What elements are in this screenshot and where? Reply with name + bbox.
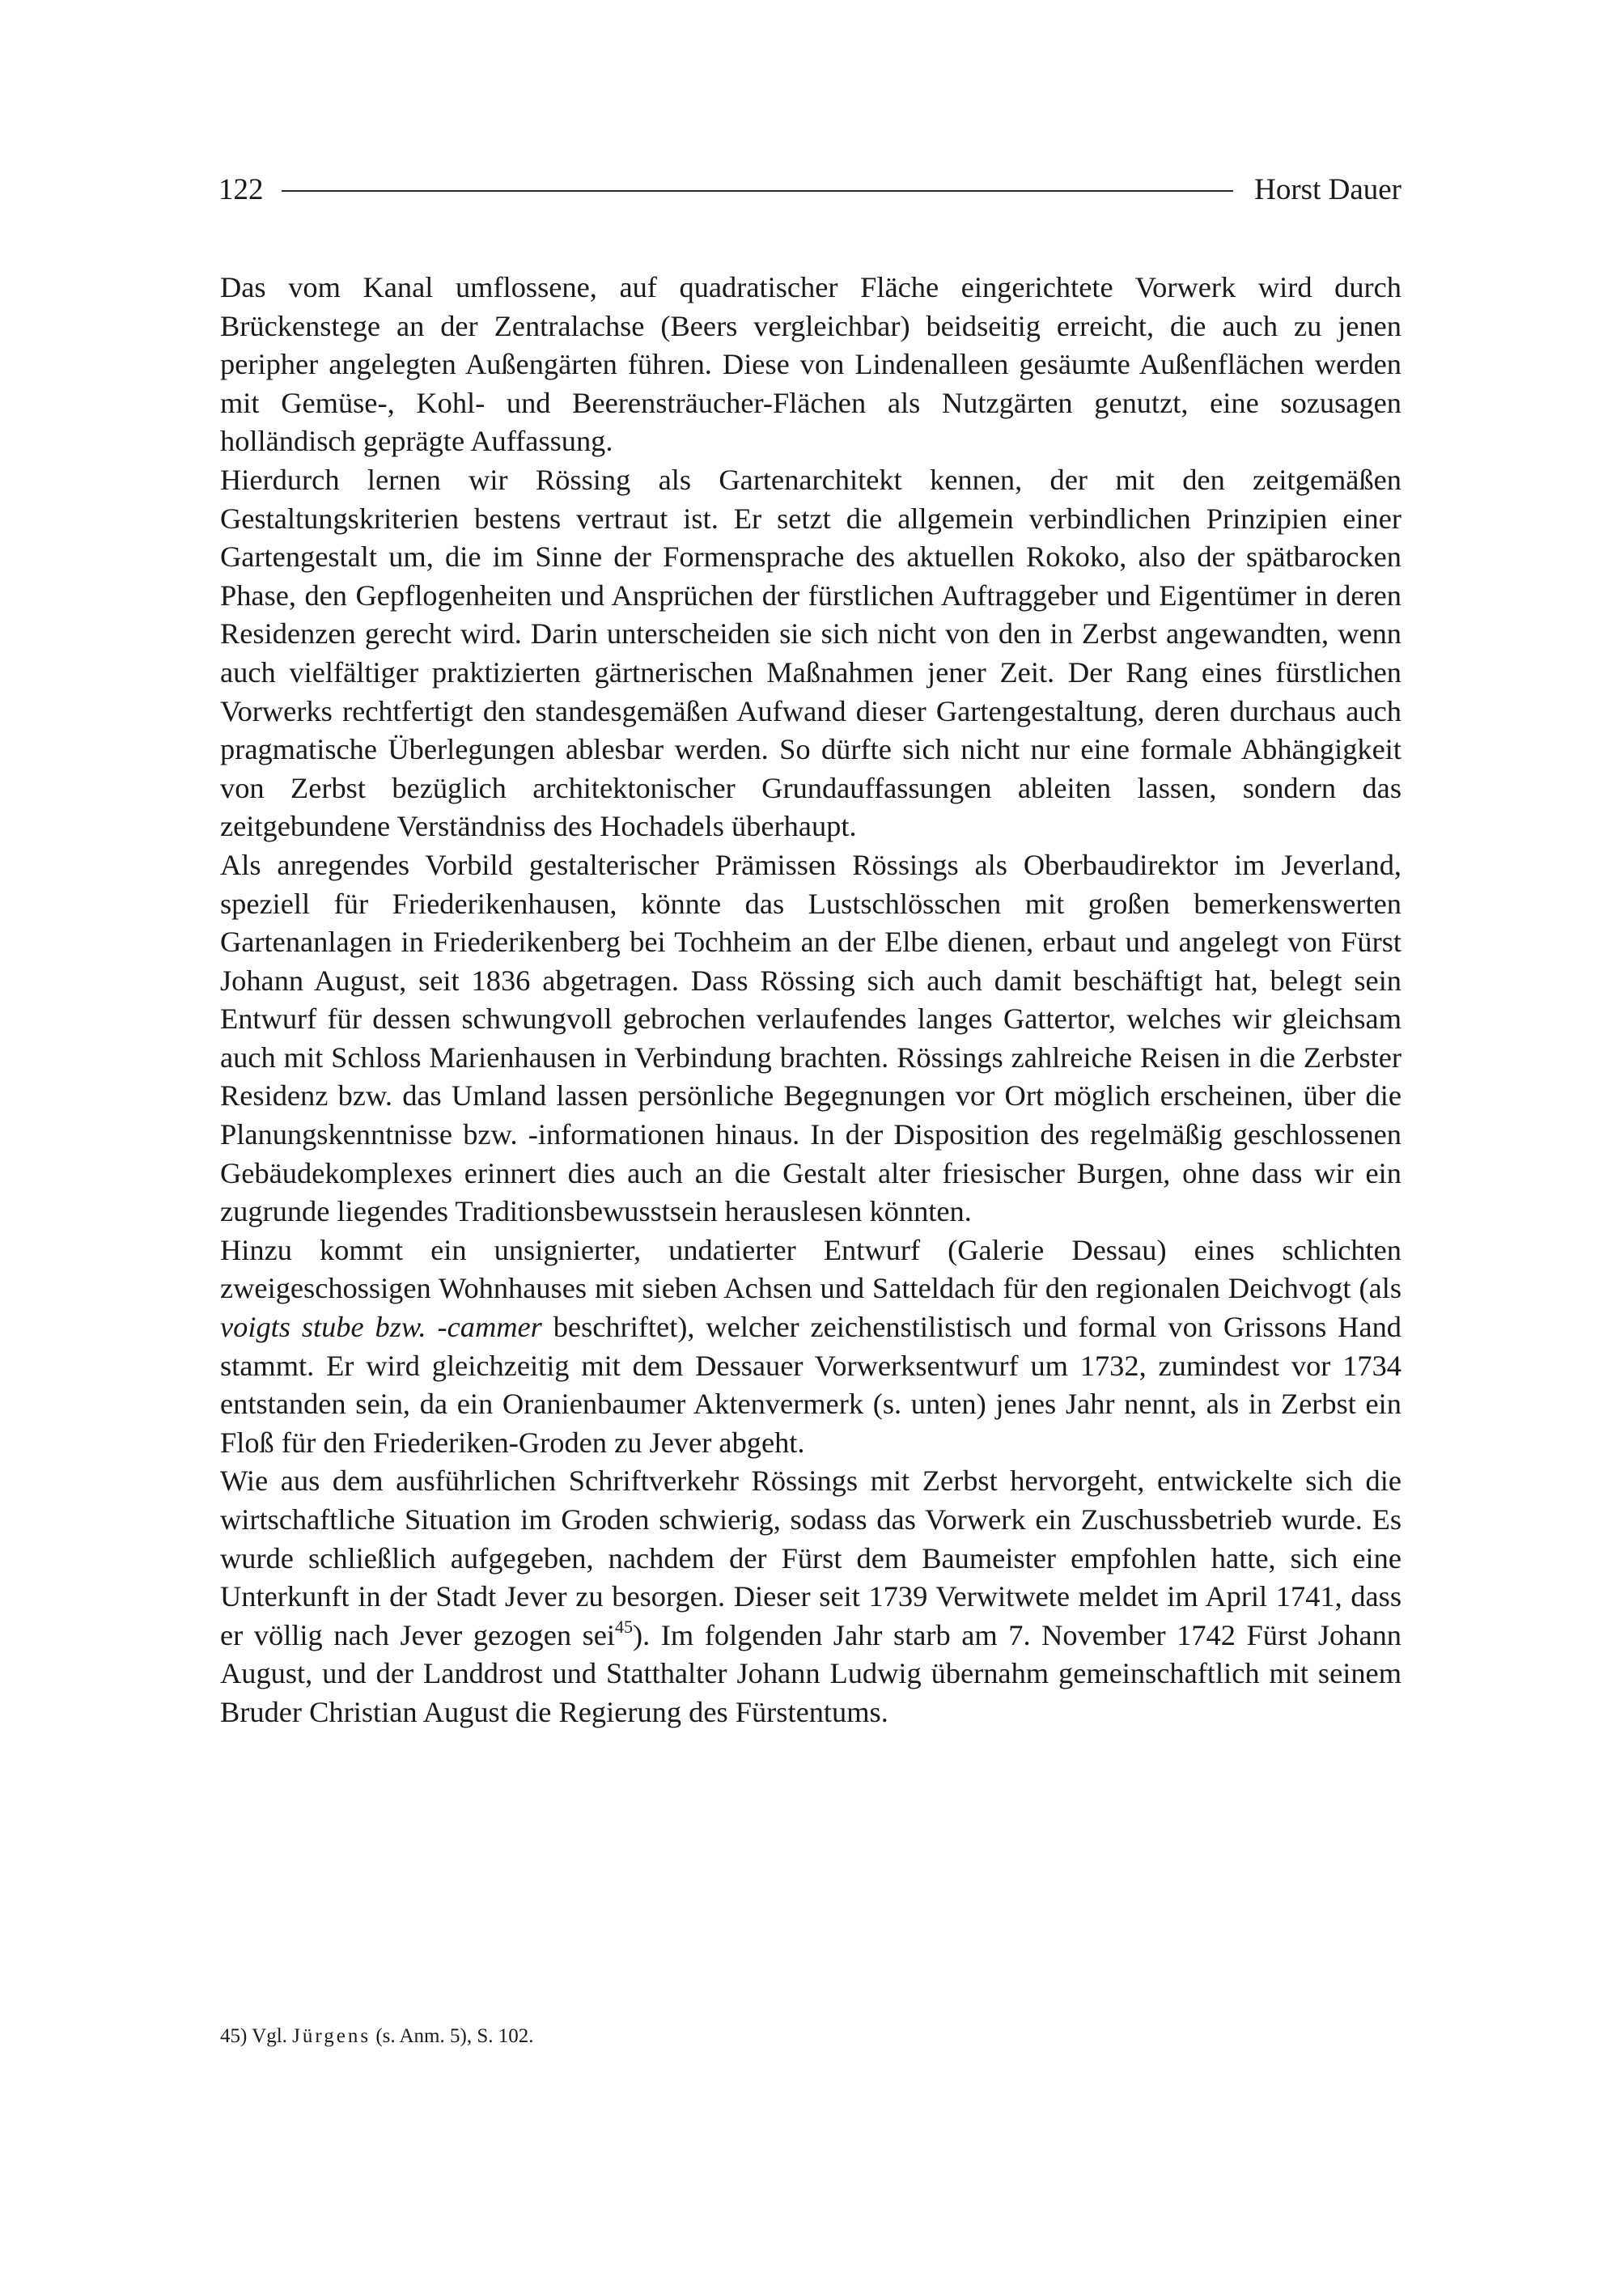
page-number: 122 (218, 172, 264, 206)
running-head-author: Horst Dauer (1254, 172, 1401, 206)
paragraph-1: Das vom Kanal umflossene, auf quadratischer Fläche eingerichtete Vorwerk wird durch Brückenstege an der Zentralachse (Beers vergleichbar) beidseitig erreicht, die auch zu jenen peripher angelegten Außengärten führen. Diese von Lindenalleen gesäumte Außenflächen werden mit Gemüse-, Kohl- und Beerensträucher-Flächen als Nutzgärten genutzt, eine sozusagen holländisch geprägte Auffassung. (220, 271, 1401, 458)
paragraph-4-text-b: beschriftet), welcher zeichenstilistisch und formal von Grissons Hand stammt. Er wird gleichzeitig mit dem Dessauer Vorwerksentwurf um 1732, zumindest vor 1734 entstanden sein, da ein Oranienbaumer Aktenvermerk (s. unten) jenes Jahr nennt, als in Zerbst ein Floß für den Friederiken-Groden zu Jever abgeht. (220, 1311, 1402, 1459)
italic-inscription: voigts stube bzw. -cammer (220, 1311, 542, 1344)
footnote-reference[interactable]: 45 (615, 1616, 634, 1637)
footnote-prefix: Vgl. (252, 2025, 287, 2047)
footnote-author: Jürgens (292, 2025, 371, 2047)
header-rule (282, 190, 1234, 192)
paragraph-5 (220, 1462, 1401, 1731)
footnote-45 (220, 2023, 1401, 2050)
footnote-reference-text: (s. Anm. 5), S. 102. (375, 2025, 534, 2047)
paragraph-2: Hierdurch lernen wir Rössing als Gartenarchitekt kennen, der mit den zeitgemäßen Gestaltungskriterien bestens vertraut ist. Er setzt die allgemein verbindlichen Prinzipien einer Gartengestalt um, die im Sinne der Formensprache des aktuellen Rokoko, also der spätbarocken Phase, den Gepflogenheiten und Ansprüchen der fürstlichen Auftraggeber und Eigentümer in deren Residenzen gerecht wird. Darin unterscheiden sie sich nicht von den in Zerbst angewandten, wenn auch vielfältiger praktizierten gärtnerischen Maßnahmen jener Zeit. Der Rang eines fürstlichen Vorwerks rechtfertigt den standesgemäßen Aufwand dieser Gartengestaltung, deren durchaus auch pragmatische Überlegungen ablesbar werden. So dürfte sich nicht nur eine formale Abhängigkeit von Zerbst bezüglich architektonischer Grundauffassungen ableiten lassen, sondern das zeitgebundene Verständniss des Hochadels überhaupt. (220, 463, 1401, 843)
paragraph-3: Als anregendes Vorbild gestalterischer Prämissen Rössings als Oberbaudirektor im Jeverland, speziell für Friederikenhausen, könnte das Lustschlösschen mit großen bemerkenswerten Gartenanlagen in Friederikenberg bei Tochheim an der Elbe dienen, erbaut und angelegt von Fürst Johann August, seit 1836 abgetragen. Dass Rössing sich auch damit beschäftigt hat, belegt sein Entwurf für dessen schwungvoll gebrochen verlaufendes langes Gattertor, welches wir gleichsam auch mit Schloss Marienhausen in Verbindung brachten. Rössings zahlreiche Reisen in die Zerbster Residenz bzw. das Umland lassen persönliche Begegnungen vor Ort möglich erscheinen, über die Planungskenntnisse bzw. -informationen hinaus. In der Disposition des regelmäßig geschlossenen Gebäudekomplexes erinnert dies auch an die Gestalt alter friesischer Burgen, ohne dass wir ein zugrunde liegendes Traditionsbewusstsein herauslesen könnten. (220, 848, 1401, 1228)
running-head (218, 167, 1401, 212)
paragraph-5-text-a: Wie aus dem ausführlichen Schriftverkehr Rössings mit Zerbst hervorgeht, entwickelte sich die wirtschaftliche Situation im Groden schwierig, sodass das Vorwerk ein Zuschussbetrieb wurde. Es wurde schließlich aufgegeben, nachdem der Fürst dem Baumeister empfohlen hatte, sich eine Unterkunft in der Stadt Jever zu besorgen. Dieser seit 1739 Verwitwete meldet im April 1741, dass er völlig nach Jever gezogen sei (220, 1464, 1401, 1651)
paragraph-4 (220, 1231, 1401, 1463)
paragraph-5-text-b: ). Im folgenden Jahr starb am 7. November 1742 Fürst Johann August, und der Landdrost und Statthalter Johann Ludwig übernahm gemeinschaftlich mit seinem Bruder Christian August die Regierung des Fürstentums. (220, 1618, 1401, 1728)
body-text (220, 269, 1401, 1732)
footnote-number: 45) (220, 2025, 248, 2047)
paragraph-4-text-a: Hinzu kommt ein unsignierter, undatierter Entwurf (Galerie Dessau) eines schlichten zweigeschossigen Wohnhauses mit sieben Achsen und Satteldach für den regionalen Deichvogt (als (220, 1233, 1401, 1305)
